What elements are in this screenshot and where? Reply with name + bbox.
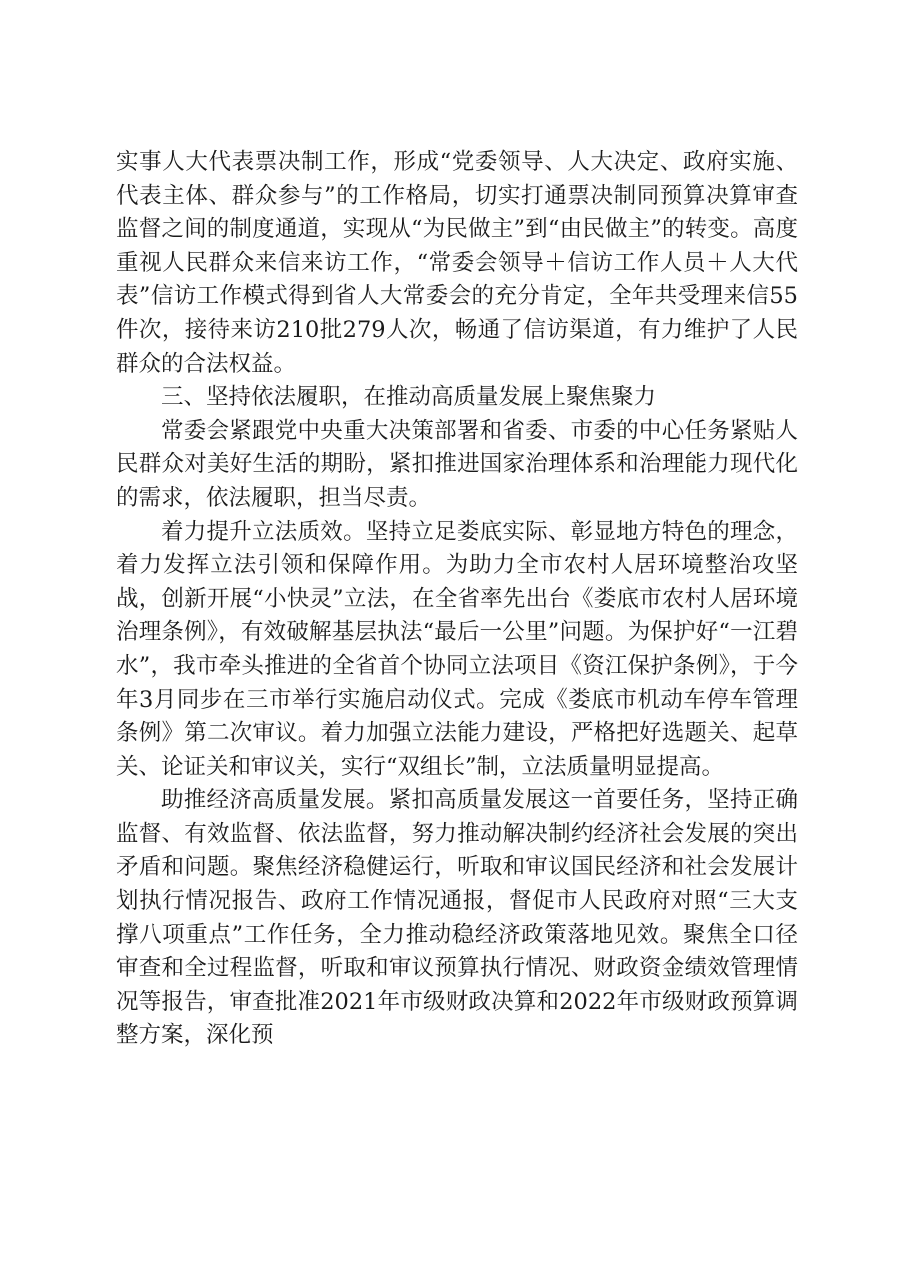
- paragraph-continued: 实事人大代表票决制工作，形成“党委领导、人大决定、政府实施、代表主体、群众参与”的工作格局，切实打通票决制同预算决算审查监督之间的制度通道，实现从“为民做主”到“由民做主”的转变。高度重视人民群众来信来访工作，“常委会领导＋信访工作人员＋人大代表”信访工作模式得到省人大常委会的充分肯定，全年共受理来信55件次，接待来访210批279人次，畅通了信访渠道，有力维护了人民群众的合法权益。: [116, 149, 798, 377]
- paragraph: 常委会紧跟党中央重大决策部署和省委、市委的中心任务紧贴人民群众对美好生活的期盼，紧扣推进国家治理体系和治理能力现代化的需求，依法履职，担当尽责。: [116, 417, 798, 511]
- paragraph: 助推经济高质量发展。紧扣高质量发展这一首要任务，坚持正确监督、有效监督、依法监督，努力推动解决制约经济社会发展的突出矛盾和问题。聚焦经济稳健运行，听取和审议国民经济和社会发展计划执行情况报告、政府工作情况通报，督促市人民政府对照“三大支撑八项重点”工作任务，全力推动稳经济政策落地见效。聚焦全口径审查和全过程监督，听取和审议预算执行情况、财政资金绩效管理情况等报告，审查批准2021年市级财政决算和2022年市级财政预算调整方案，深化预: [116, 787, 798, 1049]
- paragraph: 着力提升立法质效。坚持立足娄底实际、彰显地方特色的理念，着力发挥立法引领和保障作用。为助力全市农村人居环境整治攻坚战，创新开展“小快灵”立法，在全省率先出台《娄底市农村人居环境治理条例》，有效破解基层执法“最后一公里”问题。为保护好“一江碧水”，我市牵头推进的全省首个协同立法项目《资江保护条例》，于今年3月同步在三市举行实施启动仪式。完成《娄底市机动车停车管理条例》第二次审议。着力加强立法能力建设，严格把好选题关、起草关、论证关和审议关，实行“双组长”制，立法质量明显提高。: [116, 518, 798, 780]
- section-heading: 三、坚持依法履职，在推动高质量发展上聚焦聚力: [161, 384, 657, 411]
- document-body: [116, 146, 798, 1053]
